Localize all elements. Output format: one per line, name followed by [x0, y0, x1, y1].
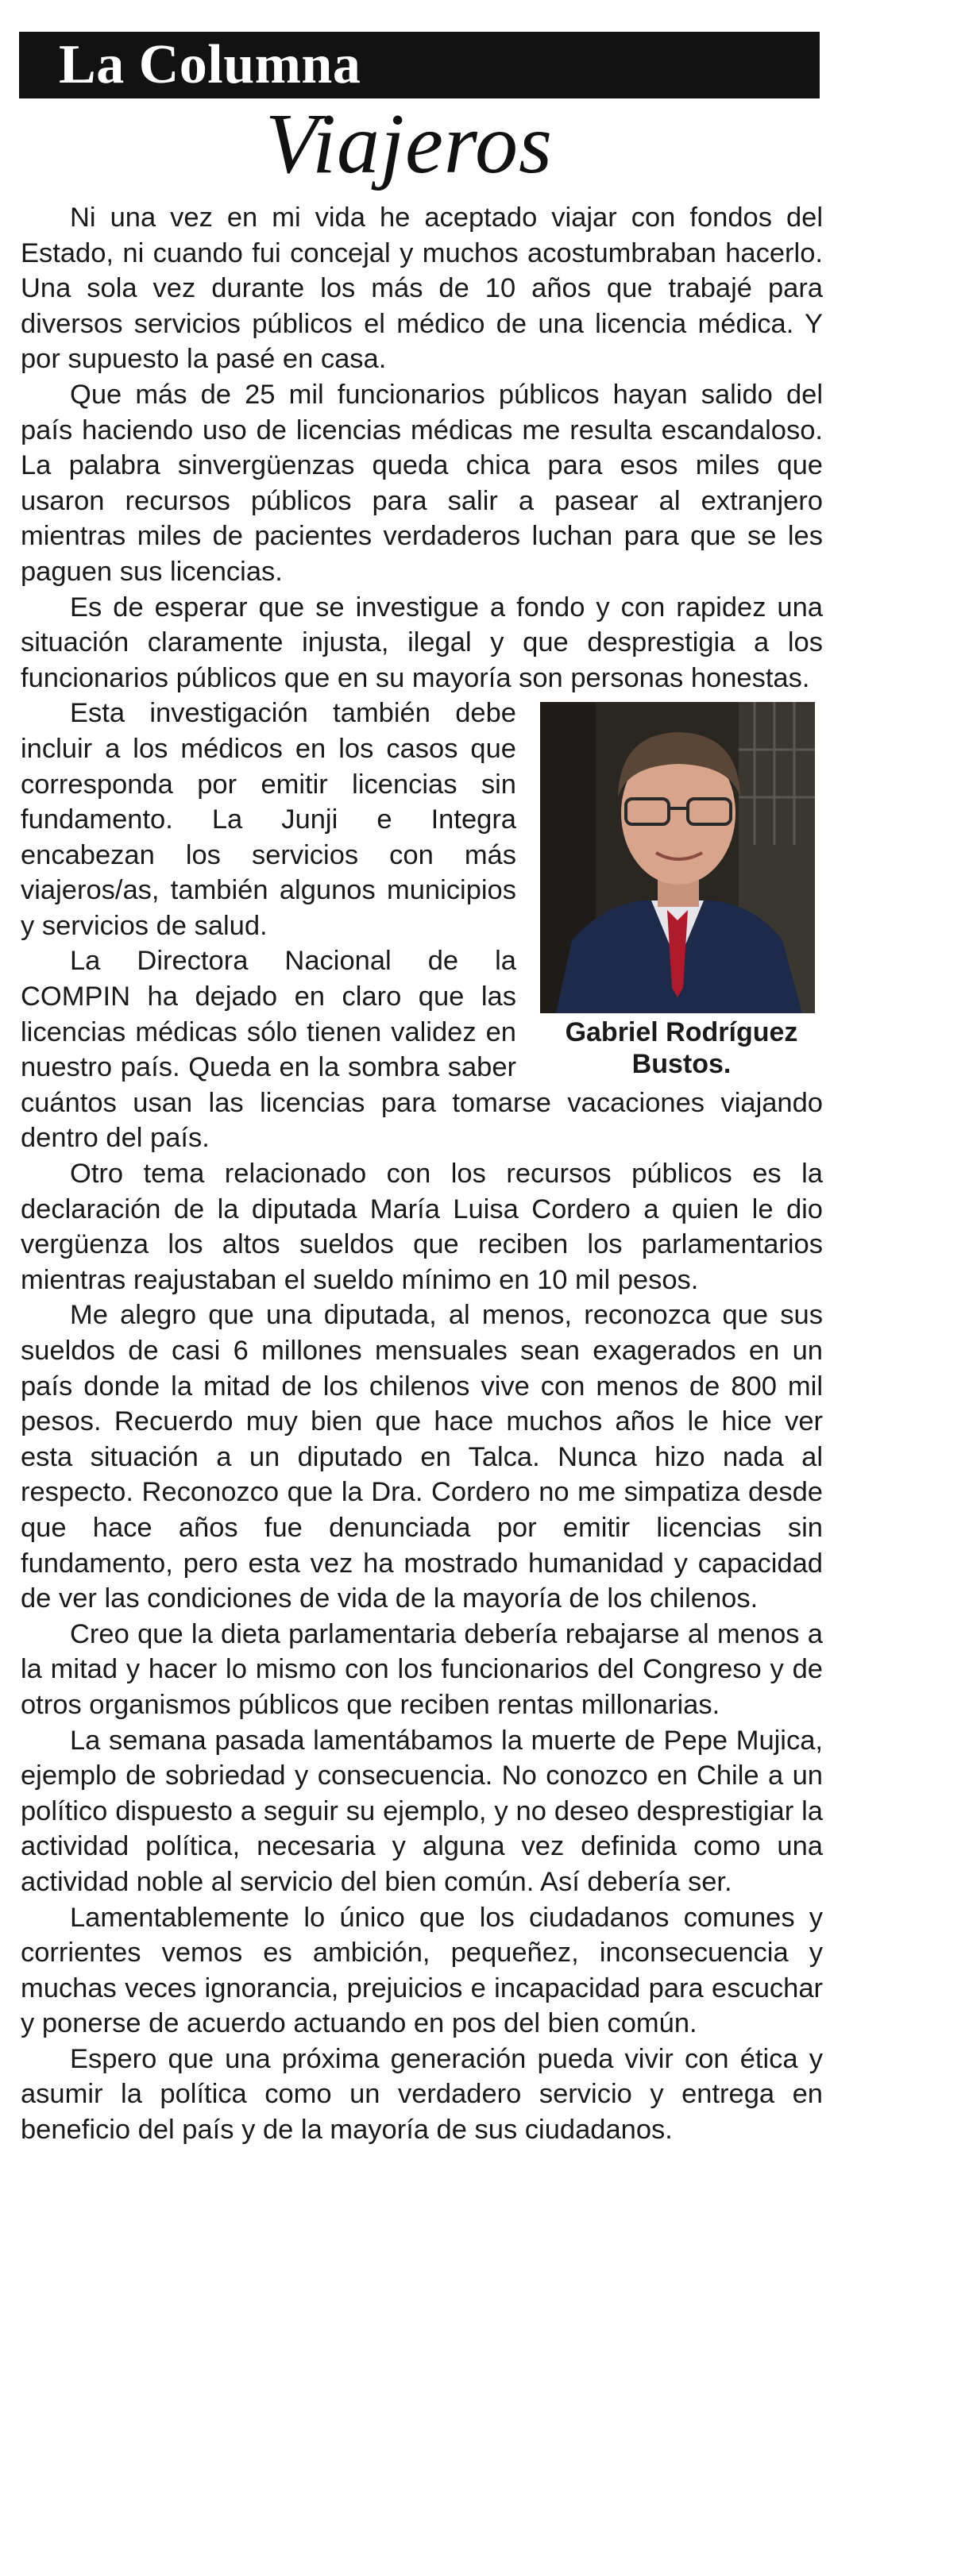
section-title: La Columna	[59, 34, 361, 95]
article-paragraph: La semana pasada lamentábamos la muerte de Pepe Mujica, ejemplo de sobriedad y consecuencia. No conozco en Chile a un político dispuesto a seguir su ejemplo, y no deseo desprestigiar la actividad política, necesaria y alguna vez definida como una actividad noble al servicio del bien común. Así debería ser.	[21, 1725, 823, 1897]
article-paragraph-with-photo	[21, 590, 823, 696]
author-portrait-icon	[540, 702, 815, 1013]
article-paragraph: Esta investigación también debe incluir a los médicos en los casos que corresponda por emitir licencias sin fundamento. La Junji e Integra encabezan los servicios con más viajeros/as, también algunos municipios y servicios de salud.	[21, 698, 516, 941]
article-paragraph: Creo que la dieta parlamentaria debería rebajarse al menos a la mitad y hacer lo mismo con los funcionarios del Congreso y de otros organismos públicos que reciben rentas millonarias.	[21, 1618, 823, 1720]
article-paragraph: Espero que una próxima generación pueda vivir con ética y asumir la política como un verdadero servicio y entrega en beneficio del país y de la mayoría de sus ciudadanos.	[21, 2043, 823, 2146]
article-paragraph: Que más de 25 mil funcionarios públicos hayan salido del país haciendo uso de licencias médicas me resulta escandaloso. La palabra sinvergüenzas queda chica para esos miles que usaron recursos públicos para salir a pasear al extranjero mientras miles de pacientes verdaderos luchan para que se les paguen sus licencias.	[21, 379, 823, 587]
article-paragraph: Me alegro que una diputada, al menos, reconozca que sus sueldos de casi 6 millones mensuales sean exagerados en un país donde la mitad de los chilenos vive con menos de 800 mil pesos. Recuerdo muy bien que hace muchos años le hice ver esta situación a un diputado en Talca. Nunca hizo nada al respecto. Reconozco que la Dra. Cordero no me simpatiza desde que hace años fue denunciada por emitir licencias sin fundamento, pero esta vez ha mostrado humanidad y capacidad de ver las condiciones de vida de la mayoría de los chilenos.	[21, 1300, 823, 1614]
article-paragraph: Lamentablemente lo único que los ciudadanos comunes y corrientes vemos es ambición, pequeñez, inconsecuencia y muchas veces ignorancia, prejuicios e incapacidad para escuchar y ponerse de acuerdo actuando en pos del bien común.	[21, 1902, 823, 2039]
article-paragraph-text: Es de esperar que se investigue a fondo y con rapidez una situación claramente injusta, ilegal y que desprestigia a los funcionarios públicos que en su mayoría son personas honestas.	[21, 592, 823, 693]
article-headline: Viajeros	[265, 97, 553, 191]
photo-caption: Gabriel Rodríguez Bustos.	[565, 1017, 798, 1080]
article-body	[21, 200, 823, 2148]
author-photo-box	[540, 702, 823, 1080]
article-paragraph: Ni una vez en mi vida he aceptado viajar con fondos del Estado, ni cuando fui concejal y muchos acostumbraban hacerlo. Una sola vez durante los más de 10 años que trabajé para diversos servicios públicos el médico de una licencia médica. Y por supuesto la pasé en casa.	[21, 202, 823, 375]
article-paragraph: La Directora Nacional de la COMPIN ha dejado en claro que las licencias médicas sólo tienen validez en nuestro país. Queda en la sombra saber cuántos usan las licencias para tomarse vacaciones viajando dentro del país.	[21, 946, 823, 1154]
article-paragraph: Otro tema relacionado con los recursos públicos es la declaración de la diputada María Luisa Cordero a quien le dio vergüenza los altos sueldos que reciben los parlamentarios mientras reajustaban el sueldo mínimo en 10 mil pesos.	[21, 1159, 823, 1295]
